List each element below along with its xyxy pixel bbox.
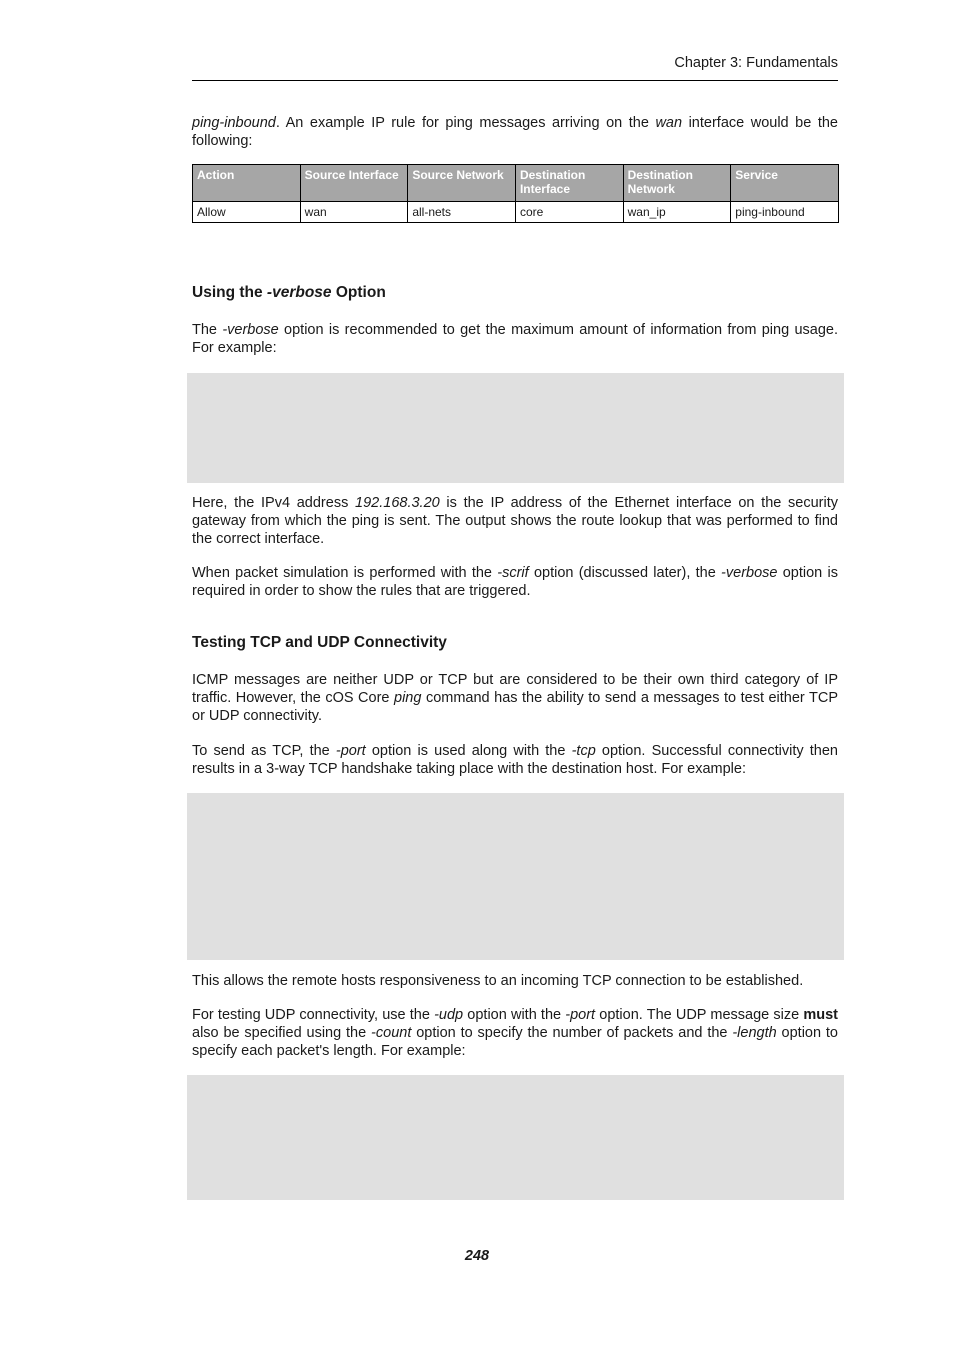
cell-action: Allow bbox=[193, 202, 301, 223]
cell-destination-network: wan_ip bbox=[623, 202, 731, 223]
verbose-paragraph-3: When packet simulation is performed with the -scrif option (discussed later), the -verbose option is required in order to show the rules that are triggered. bbox=[192, 565, 838, 599]
tcpudp-paragraph-4: For testing UDP connectivity, use the -udp option with the -port option. The UDP message size must also be specified using the -count option to specify the number of packets and the -length option to specify each packet's length. For example: bbox=[192, 1007, 838, 1059]
code-example-tcp bbox=[187, 793, 844, 960]
page-header bbox=[192, 55, 838, 81]
table-row bbox=[193, 202, 839, 223]
header-service: Service bbox=[731, 165, 839, 202]
code-example-udp bbox=[187, 1075, 844, 1200]
term-wan: wan bbox=[655, 115, 683, 131]
ip-rule-table bbox=[192, 164, 839, 223]
verbose-paragraph-2: Here, the IPv4 address 192.168.3.20 is the IP address of the Ethernet interface on the security gateway from which the ping is sent. The output shows the route lookup that was performed to find the correct interface. bbox=[192, 495, 839, 547]
header-source-network: Source Network bbox=[408, 165, 516, 202]
header-destination-network: Destination Network bbox=[623, 165, 731, 202]
cell-source-network: all-nets bbox=[408, 202, 516, 223]
chapter-title: Chapter 3: Fundamentals bbox=[674, 55, 838, 71]
code-example-verbose bbox=[187, 373, 844, 483]
table-header-row bbox=[193, 165, 839, 202]
term-ping-inbound: ping-inbound bbox=[192, 115, 276, 131]
header-source-interface: Source Interface bbox=[300, 165, 408, 202]
tcpudp-paragraph-1: ICMP messages are neither UDP or TCP but are considered to be their own third category of IP traffic. However, the cOS Core ping command has the ability to send a messages to test either TCP or UDP connectivity. bbox=[192, 672, 838, 724]
page-number: 248 bbox=[464, 1248, 490, 1264]
cell-service: ping-inbound bbox=[731, 202, 839, 223]
cell-destination-interface: core bbox=[515, 202, 623, 223]
header-destination-interface: Destination Interface bbox=[515, 165, 623, 202]
heading-verbose-option: Using the -verbose Option bbox=[192, 284, 386, 301]
cell-source-interface: wan bbox=[300, 202, 408, 223]
header-action: Action bbox=[193, 165, 301, 202]
verbose-paragraph-1: The -verbose option is recommended to get the maximum amount of information from ping usage. For example: bbox=[192, 322, 838, 356]
tcpudp-paragraph-3: This allows the remote hosts responsiveness to an incoming TCP connection to be established. bbox=[192, 973, 804, 989]
tcpudp-paragraph-2: To send as TCP, the -port option is used along with the -tcp option. Successful connectivity then results in a 3-way TCP handshake taking place with the destination host. For example: bbox=[192, 743, 838, 777]
heading-tcp-udp: Testing TCP and UDP Connectivity bbox=[192, 634, 447, 651]
intro-paragraph: ping-inbound. An example IP rule for ping messages arriving on the wan interface would be the following: bbox=[192, 115, 838, 149]
